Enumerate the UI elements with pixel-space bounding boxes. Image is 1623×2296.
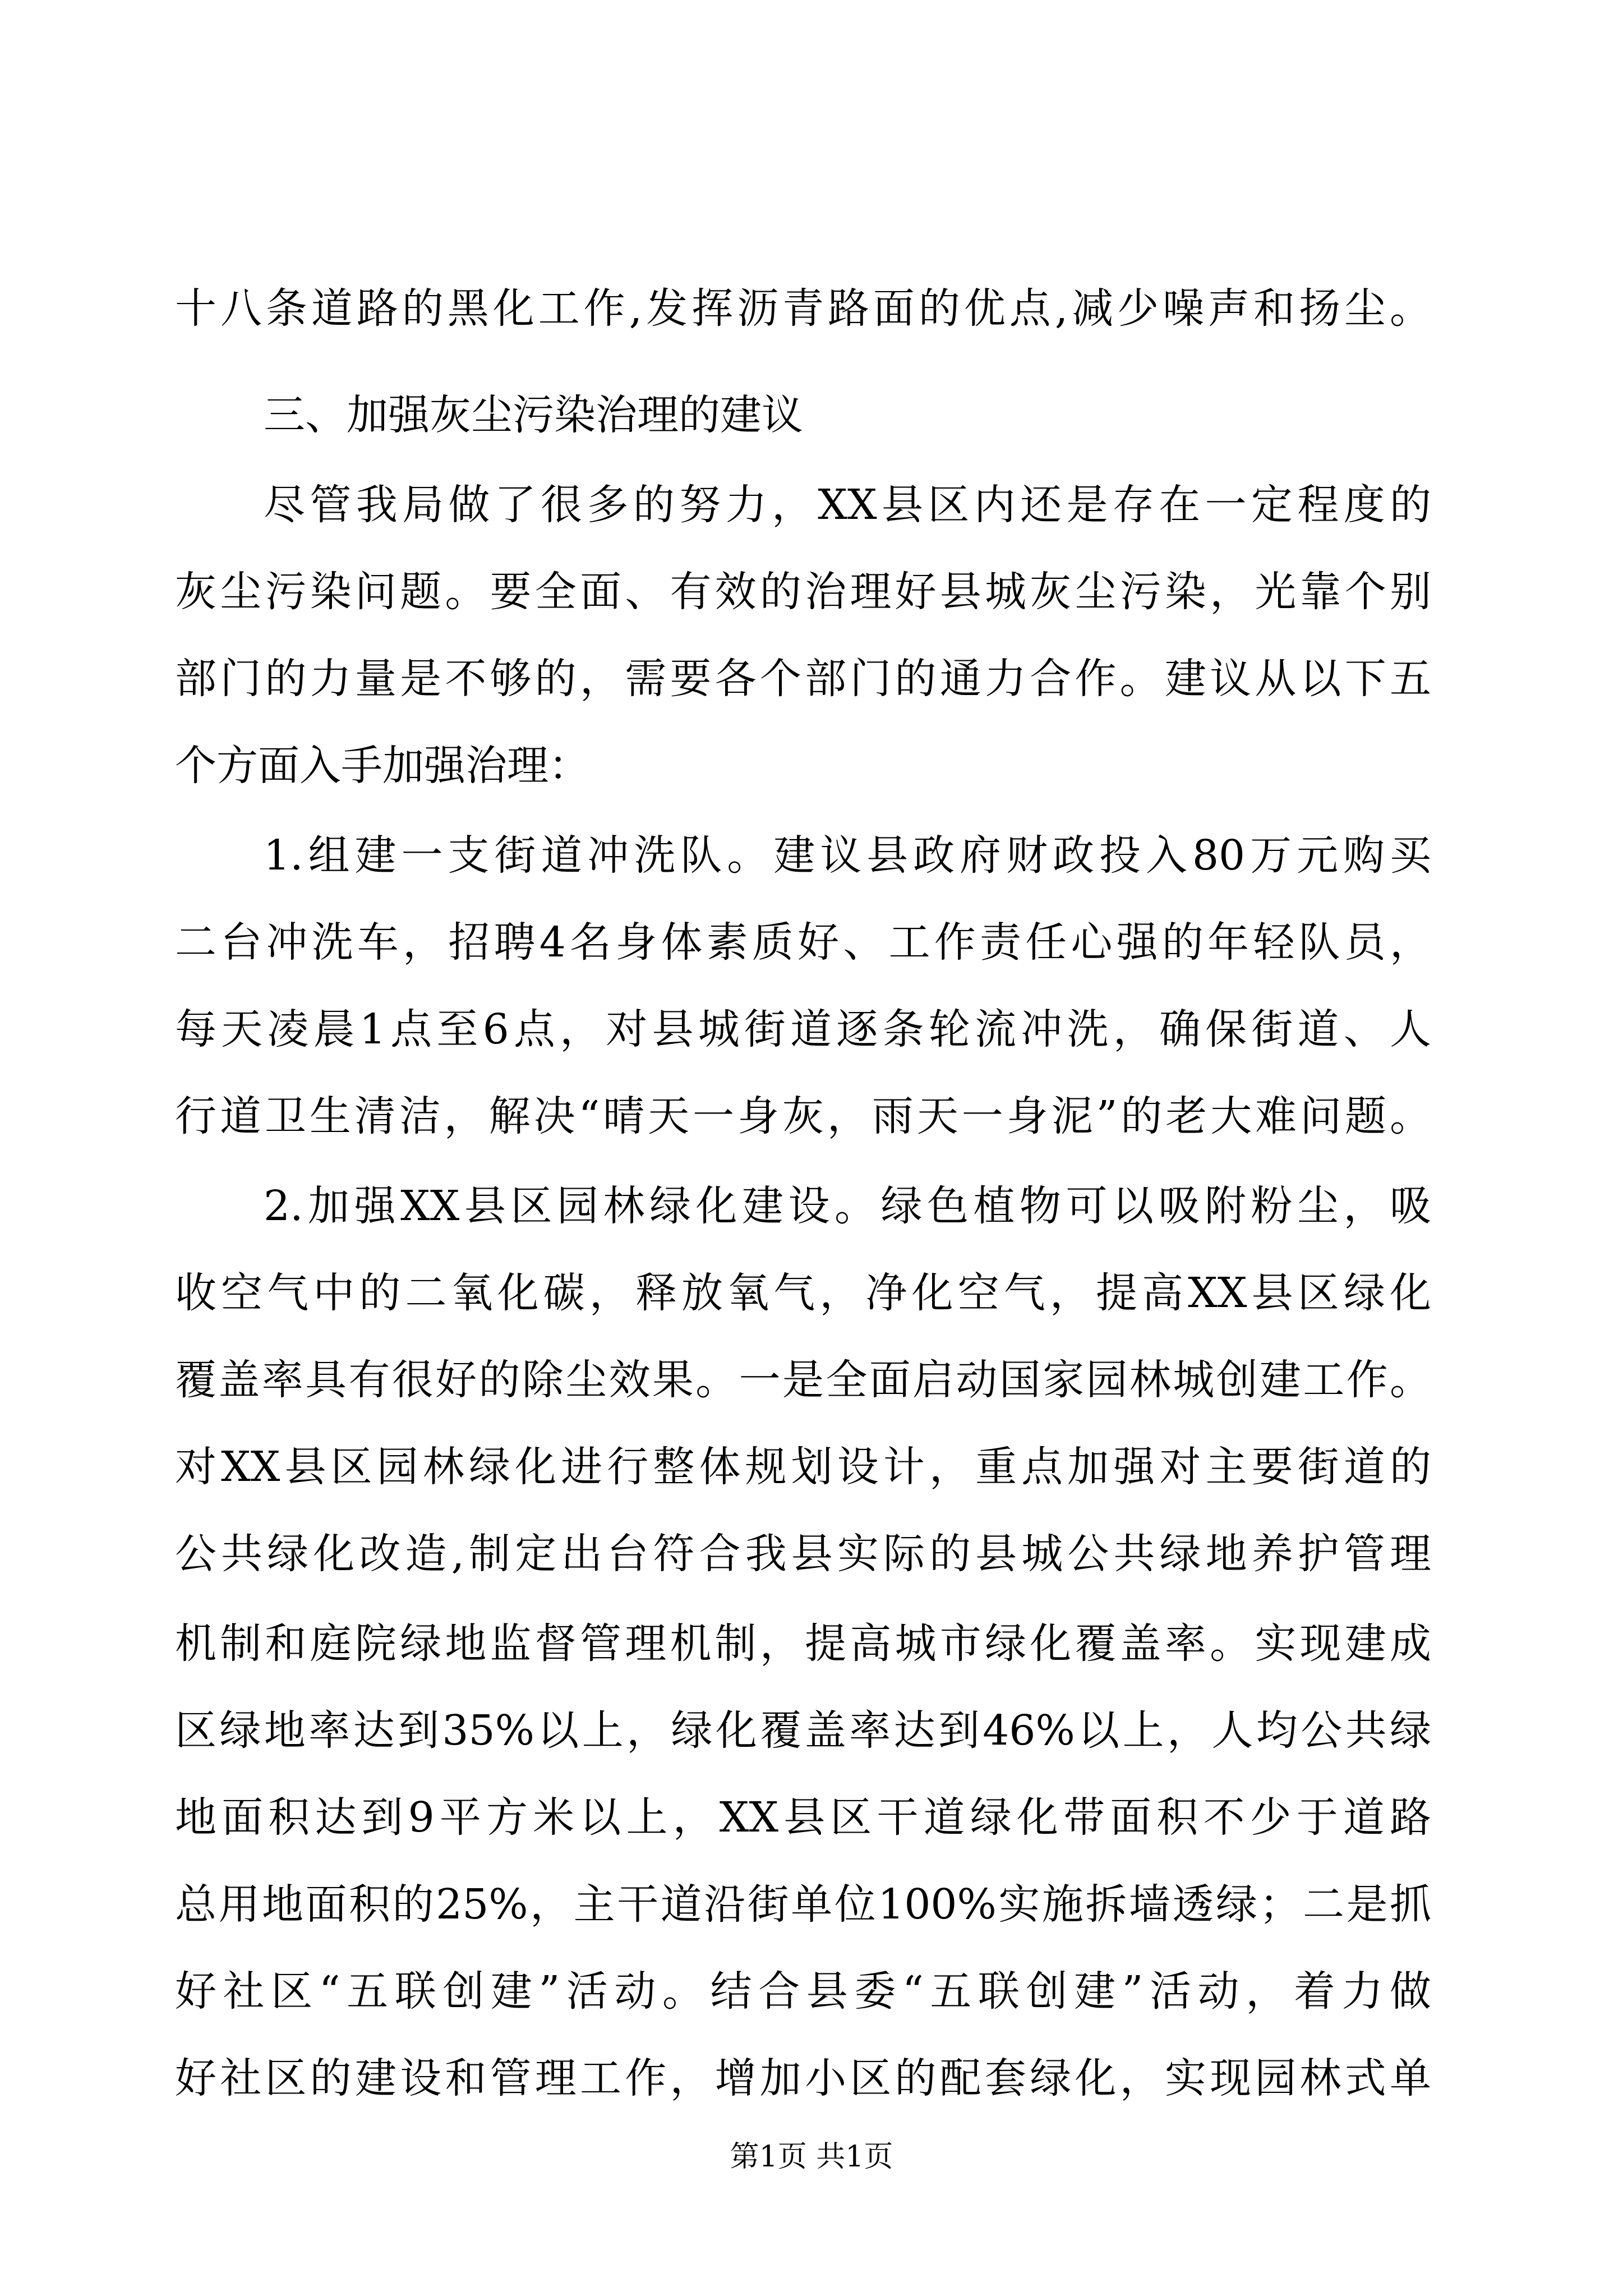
text-line: 覆盖率具有很好的除尘效果。一是全面启动国家园林城创建工作。 bbox=[175, 1356, 1431, 1404]
text-line: 部门的力量是不够的，需要各个部门的通力合作。建议从以下五 bbox=[175, 655, 1431, 703]
text-line: 二台冲洗车，招聘4名身体素质好、工作责任心强的年轻队员， bbox=[175, 918, 1431, 967]
text-line: 1.组建一支街道冲洗队。建议县政府财政投入80万元购买 bbox=[264, 831, 1431, 880]
text-line: 对XX县区园林绿化进行整体规划设计，重点加强对主要街道的 bbox=[175, 1443, 1431, 1491]
text-line: 收空气中的二氧化碳，释放氧气，净化空气，提高XX县区绿化 bbox=[175, 1269, 1431, 1317]
text-line: 尽管我局做了很多的努力，XX县区内还是存在一定程度的 bbox=[264, 481, 1431, 529]
text-line: 好社区的建设和管理工作，增加小区的配套绿化，实现园林式单 bbox=[175, 2054, 1431, 2102]
text-line: 公共绿化改造,制定出台符合我县实际的县城公共绿地养护管理 bbox=[175, 1530, 1431, 1578]
page-footer: 第1页 共1页 bbox=[730, 2140, 893, 2174]
text-line: 地面积达到9平方米以上，XX县区干道绿化带面积不少于道路 bbox=[175, 1793, 1431, 1842]
text-line: 个方面入手加强治理： bbox=[175, 742, 590, 790]
text-line: 每天凌晨1点至6点，对县城街道逐条轮流冲洗，确保街道、人 bbox=[175, 1005, 1431, 1053]
text-line: 总用地面积的25%，主干道沿街单位100%实施拆墙透绿；二是抓 bbox=[175, 1880, 1431, 1929]
text-line: 机制和庭院绿地监督管理机制，提高城市绿化覆盖率。实现建成 bbox=[175, 1619, 1431, 1668]
text-line: 2.加强XX县区园林绿化建设。绿色植物可以吸附粉尘，吸 bbox=[264, 1182, 1431, 1230]
text-line: 十八条道路的黑化工作,发挥沥青路面的优点,减少噪声和扬尘。 bbox=[175, 284, 1431, 333]
text-line: 区绿地率达到35%以上，绿化覆盖率达到46%以上，人均公共绿 bbox=[175, 1706, 1431, 1755]
text-line: 行道卫生清洁，解决“晴天一身灰，雨天一身泥”的老大难问题。 bbox=[175, 1092, 1431, 1140]
text-line: 好社区“五联创建”活动。结合县委“五联创建”活动，着力做 bbox=[175, 1967, 1431, 2016]
section-heading: 三、加强灰尘污染治理的建议 bbox=[264, 391, 803, 439]
text-line: 灰尘污染问题。要全面、有效的治理好县城灰尘污染，光靠个别 bbox=[175, 568, 1431, 616]
